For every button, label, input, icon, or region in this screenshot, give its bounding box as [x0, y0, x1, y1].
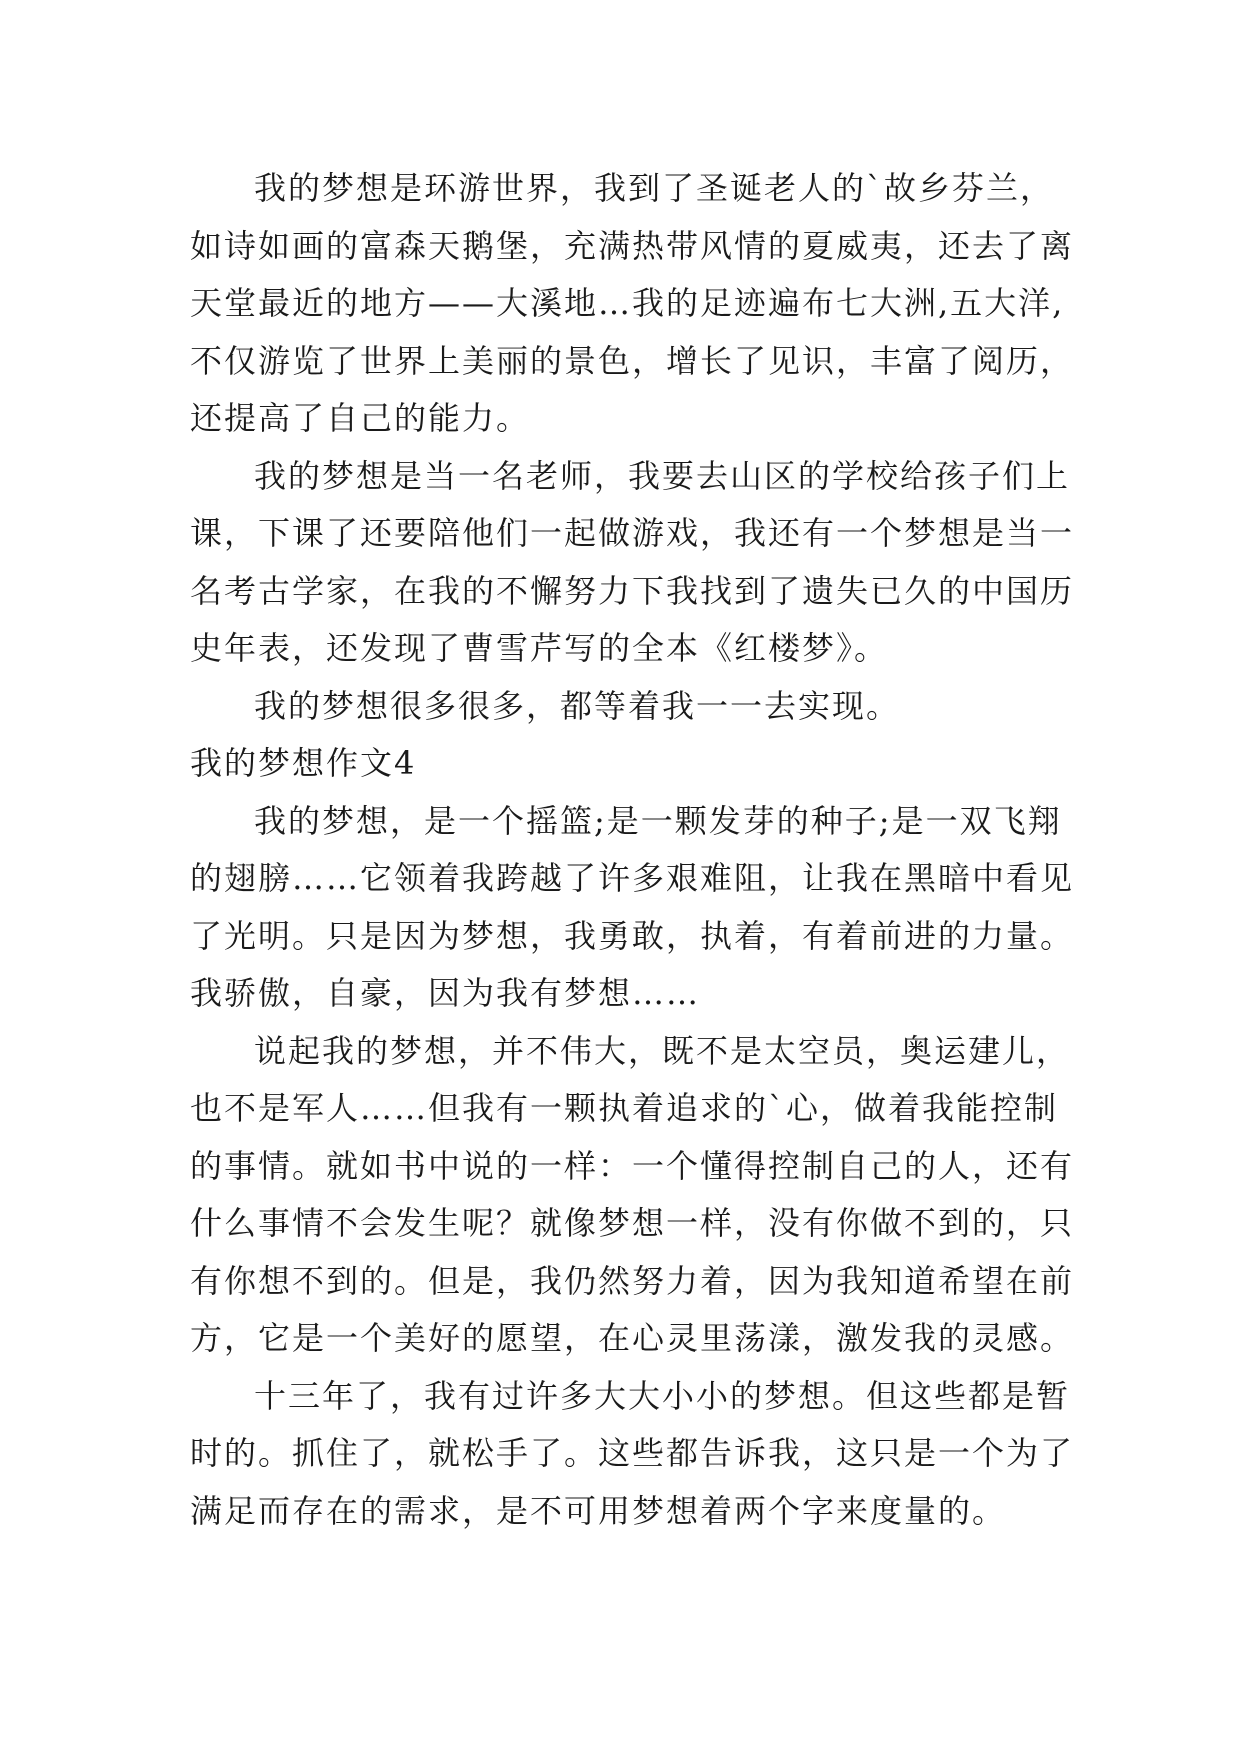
text-line: 我骄傲，自豪，因为我有梦想……	[190, 974, 701, 1012]
text-line: 课，下课了还要陪他们一起做游戏，我还有一个梦想是当一	[190, 514, 1075, 552]
text-line: 我的梦想是环游世界，我到了圣诞老人的`故乡芬兰，	[254, 169, 1055, 207]
text-line: 十三年了，我有过许多大大小小的梦想。但这些都是暂	[254, 1376, 1071, 1415]
text-line: 我的梦想，是一个摇篮;是一颗发芽的种子;是一双飞翔	[254, 801, 1062, 840]
text-line: 的翅膀……它领着我跨越了许多艰难阻，让我在黑暗中看见	[190, 859, 1075, 897]
text-line: 时的。抓住了，就松手了。这些都告诉我，这只是一个为了	[190, 1434, 1075, 1472]
text-line: 我的梦想是当一名老师，我要去山区的学校给孩子们上	[254, 456, 1071, 495]
text-line: 也不是军人……但我有一颗执着追求的`心，做着我能控制	[190, 1089, 1059, 1127]
text-line: 方，它是一个美好的愿望，在心灵里荡漾，激发我的灵感。	[190, 1319, 1075, 1357]
text-line: 有你想不到的。但是，我仍然努力着，因为我知道希望在前	[190, 1261, 1075, 1300]
text-line: 还提高了自己的能力。	[190, 399, 531, 437]
text-line: 不仅游览了世界上美丽的景色，增长了见识，丰富了阅历，	[190, 341, 1075, 380]
text-line: 的事情。就如书中说的一样：一个懂得控制自己的人，还有	[190, 1146, 1075, 1185]
text-line: 什么事情不会发生呢？就像梦想一样，没有你做不到的，只	[190, 1204, 1075, 1242]
text-line: 名考古学家，在我的不懈努力下我找到了遗失已久的中国历	[190, 571, 1075, 610]
text-line: 如诗如画的富森天鹅堡，充满热带风情的夏威夷，还去了离	[190, 226, 1075, 265]
section-heading: 我的梦想作文4	[190, 744, 417, 782]
text-line: 说起我的梦想，并不伟大，既不是太空员，奥运建儿，	[254, 1031, 1071, 1070]
text-line: 满足而存在的需求，是不可用梦想着两个字来度量的。	[190, 1491, 1007, 1530]
text-line: 史年表，还发现了曹雪芹写的全本《红楼梦》。	[190, 629, 889, 667]
text-line: 我的梦想很多很多，都等着我一一去实现。	[254, 686, 901, 725]
text-line: 天堂最近的地方——大溪地…我的足迹遍布七大洲,五大洋,	[190, 284, 1065, 322]
essay-text	[190, 160, 1090, 1540]
text-line: 了光明。只是因为梦想，我勇敢，执着，有着前进的力量。	[190, 916, 1075, 955]
